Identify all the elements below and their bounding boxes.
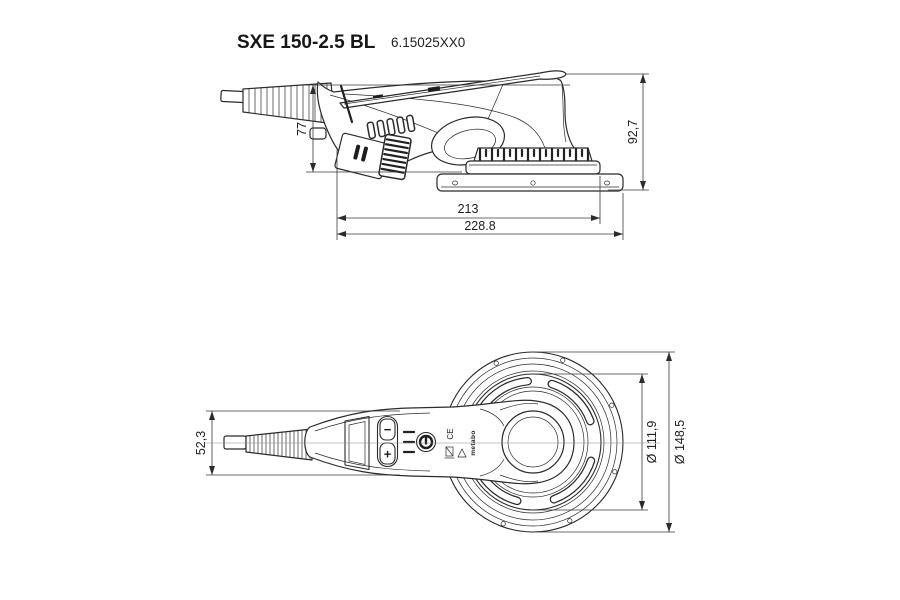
dim-label-111-9: Ø 111,9: [645, 420, 659, 464]
dim-label-52-3: 52,3: [194, 430, 208, 456]
title-block: [237, 32, 465, 53]
ce-mark: CE: [446, 428, 455, 440]
cable-stub-top: [224, 436, 246, 449]
base-plate: [437, 174, 623, 191]
article-code: 6.15025XX0: [391, 35, 466, 50]
bearing-boss-outer: [502, 411, 564, 473]
plus-button-glyph: +: [383, 446, 392, 462]
cable-stub: [221, 90, 246, 102]
dim-label-92-7: 92,7: [626, 119, 640, 145]
dim-label-228-8: 228.8: [464, 219, 496, 233]
pad-hub: [466, 161, 600, 174]
power-button: [417, 433, 436, 452]
dim-label-148-5: Ø 148,5: [673, 419, 687, 465]
front-clip: [310, 128, 326, 139]
brand-mark: metabo: [470, 430, 477, 456]
minus-button-glyph: −: [383, 422, 392, 437]
model-name: SXE 150-2.5 BL: [237, 32, 376, 53]
dim-label-77: 77: [295, 122, 309, 136]
dim-label-213: 213: [457, 202, 479, 216]
